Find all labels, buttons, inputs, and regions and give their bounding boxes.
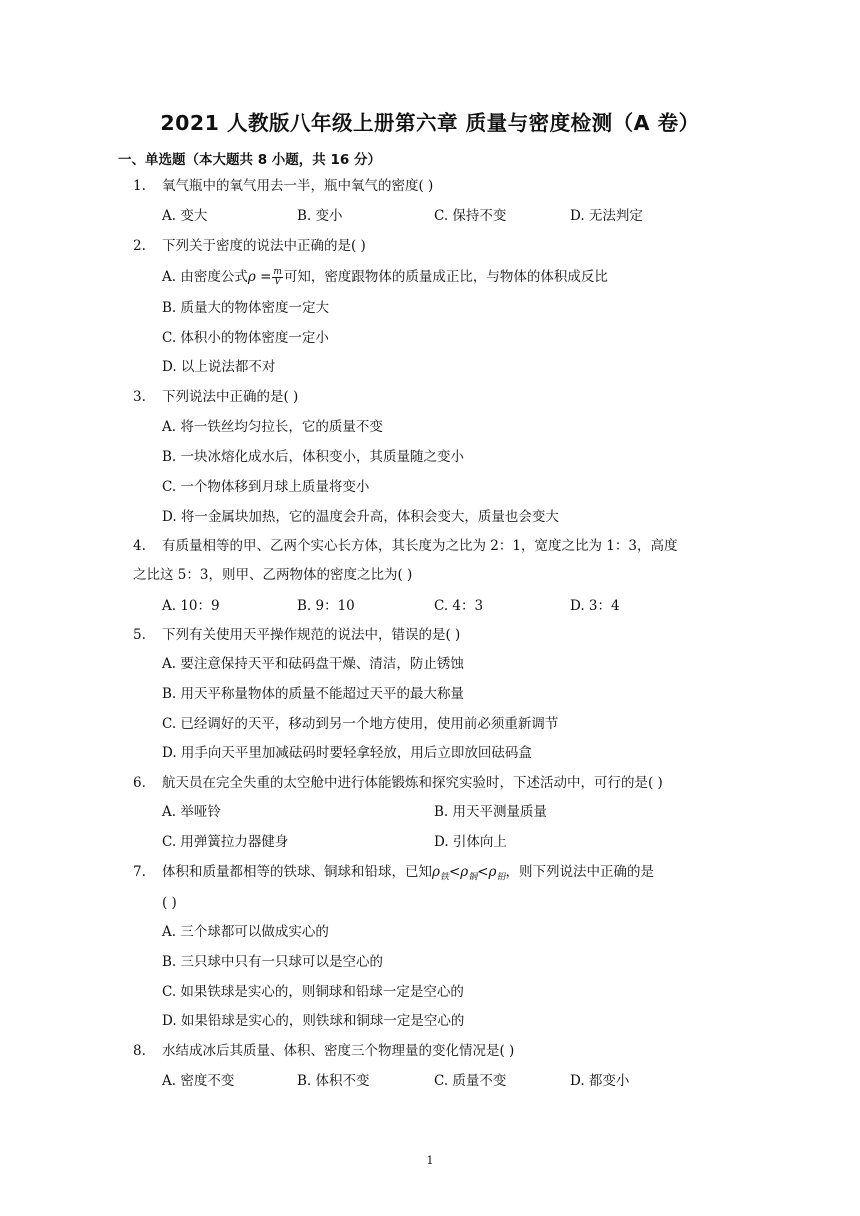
subscript-lead: 铅 bbox=[496, 872, 506, 883]
option-d[interactable]: D. 如果铅球是实心的，则铁球和铜球一定是空心的 bbox=[162, 1013, 465, 1029]
option-c[interactable]: C. 如果铁球是实心的，则铜球和铅球一定是空心的 bbox=[162, 984, 464, 1000]
question-number: 6. bbox=[133, 775, 146, 791]
option-a-prefix: A. 由密度公式 bbox=[162, 269, 248, 285]
option-b[interactable]: B. 变小 bbox=[297, 208, 343, 224]
option-a[interactable] bbox=[162, 268, 608, 287]
question-stem: 航天员在完全失重的太空舱中进行体能锻炼和探究实验时，下述活动中，可行的是( ) bbox=[162, 775, 663, 791]
option-b[interactable]: B. 9：10 bbox=[297, 598, 355, 614]
option-c[interactable]: C. 已经调好的天平，移动到另一个地方使用，使用前必须重新调节 bbox=[162, 716, 559, 732]
rho-symbol: ρ bbox=[432, 864, 440, 880]
option-b[interactable]: B. 用天平测量质量 bbox=[434, 804, 548, 820]
option-d[interactable]: D. 都变小 bbox=[570, 1073, 630, 1089]
option-a[interactable]: A. 举哑铃 bbox=[162, 804, 221, 820]
option-b[interactable]: B. 用天平称量物体的质量不能超过天平的最大称量 bbox=[162, 686, 465, 702]
option-c[interactable]: C. 保持不变 bbox=[434, 208, 507, 224]
page-title: 2021 人教版八年级上册第六章 质量与密度检测（A 卷） bbox=[160, 111, 700, 135]
question-stem bbox=[162, 863, 654, 887]
question-stem-continued: 之比这 5：3，则甲、乙两物体的密度之比为( ) bbox=[133, 567, 413, 583]
option-b[interactable]: B. 体积不变 bbox=[297, 1073, 370, 1089]
question-number: 4. bbox=[133, 538, 146, 554]
option-a[interactable]: A. 密度不变 bbox=[162, 1073, 235, 1089]
option-d[interactable]: D. 用手向天平里加减砝码时要轻拿轻放，用后立即放回砝码盒 bbox=[162, 745, 532, 761]
option-a[interactable]: A. 要注意保持天平和砝码盘干燥、清洁，防止锈蚀 bbox=[162, 656, 464, 672]
less-than-sign: < bbox=[477, 864, 489, 880]
question-stem: 氧气瓶中的氧气用去一半，瓶中氧气的密度( ) bbox=[162, 178, 434, 194]
fraction-numerator: m bbox=[273, 267, 282, 277]
less-than-sign: < bbox=[448, 864, 461, 880]
option-a[interactable]: A. 10：9 bbox=[162, 598, 220, 614]
page-number: 1 bbox=[426, 1154, 434, 1167]
section-heading: 一、单选题（本大题共 8 小题，共 16 分） bbox=[118, 152, 381, 168]
option-c[interactable]: C. 用弹簧拉力器健身 bbox=[162, 834, 289, 850]
question-stem: 水结成冰后其质量、体积、密度三个物理量的变化情况是( ) bbox=[162, 1043, 515, 1059]
question-stem: 下列关于密度的说法中正确的是( ) bbox=[162, 238, 366, 254]
option-a[interactable]: A. 三个球都可以做成实心的 bbox=[162, 924, 329, 940]
option-d[interactable]: D. 3：4 bbox=[570, 598, 620, 614]
option-c[interactable]: C. 一个物体移到月球上质量将变小 bbox=[162, 479, 370, 495]
option-c[interactable]: C. 质量不变 bbox=[434, 1073, 507, 1089]
question-number: 2. bbox=[133, 238, 146, 254]
question-stem-continued: ( ) bbox=[162, 895, 177, 911]
question-stem-text: 体积和质量都相等的铁球、铜球和铅球，已知 bbox=[162, 864, 432, 880]
option-a[interactable]: A. 将一铁丝均匀拉长，它的质量不变 bbox=[162, 419, 383, 435]
option-b[interactable]: B. 三只球中只有一只球可以是空心的 bbox=[162, 954, 384, 970]
option-d[interactable]: D. 无法判定 bbox=[570, 208, 643, 224]
subscript-copper: 铜 bbox=[468, 872, 478, 883]
option-b[interactable]: B. 一块冰熔化成水后，体积变小，其质量随之变小 bbox=[162, 449, 465, 465]
question-number: 1. bbox=[133, 178, 146, 194]
option-d[interactable]: D. 将一金属块加热，它的温度会升高，体积会变大，质量也会变大 bbox=[162, 509, 559, 525]
option-d[interactable]: D. 引体向上 bbox=[434, 834, 507, 850]
rho-symbol: ρ bbox=[488, 864, 497, 880]
rho-symbol: ρ bbox=[460, 864, 469, 880]
question-number: 3. bbox=[133, 389, 146, 405]
question-stem: 下列有关使用天平操作规范的说法中，错误的是( ) bbox=[162, 627, 461, 643]
density-fraction bbox=[272, 268, 283, 287]
density-formula-lhs: ρ = bbox=[247, 269, 272, 285]
option-a[interactable]: A. 变大 bbox=[162, 208, 208, 224]
question-number: 8. bbox=[133, 1043, 146, 1059]
option-b[interactable]: B. 质量大的物体密度一定大 bbox=[162, 300, 330, 316]
question-stem: 有质量相等的甲、乙两个实心长方体，其长度为之比为 2：1，宽度之比为 1：3，高度 bbox=[162, 538, 678, 554]
option-c[interactable]: C. 4：3 bbox=[434, 598, 484, 614]
question-number: 7. bbox=[133, 864, 146, 880]
question-stem-tail: ，则下列说法中正确的是 bbox=[505, 864, 654, 880]
question-stem: 下列说法中正确的是( ) bbox=[162, 389, 299, 405]
option-c[interactable]: C. 体积小的物体密度一定小 bbox=[162, 330, 329, 346]
subscript-iron: 铁 bbox=[439, 872, 449, 883]
option-d[interactable]: D. 以上说法都不对 bbox=[162, 359, 276, 375]
option-a-suffix: 可知，密度跟物体的质量成正比，与物体的体积成反比 bbox=[283, 269, 608, 285]
fraction-denominator: V bbox=[274, 277, 281, 287]
question-number: 5. bbox=[133, 627, 146, 643]
